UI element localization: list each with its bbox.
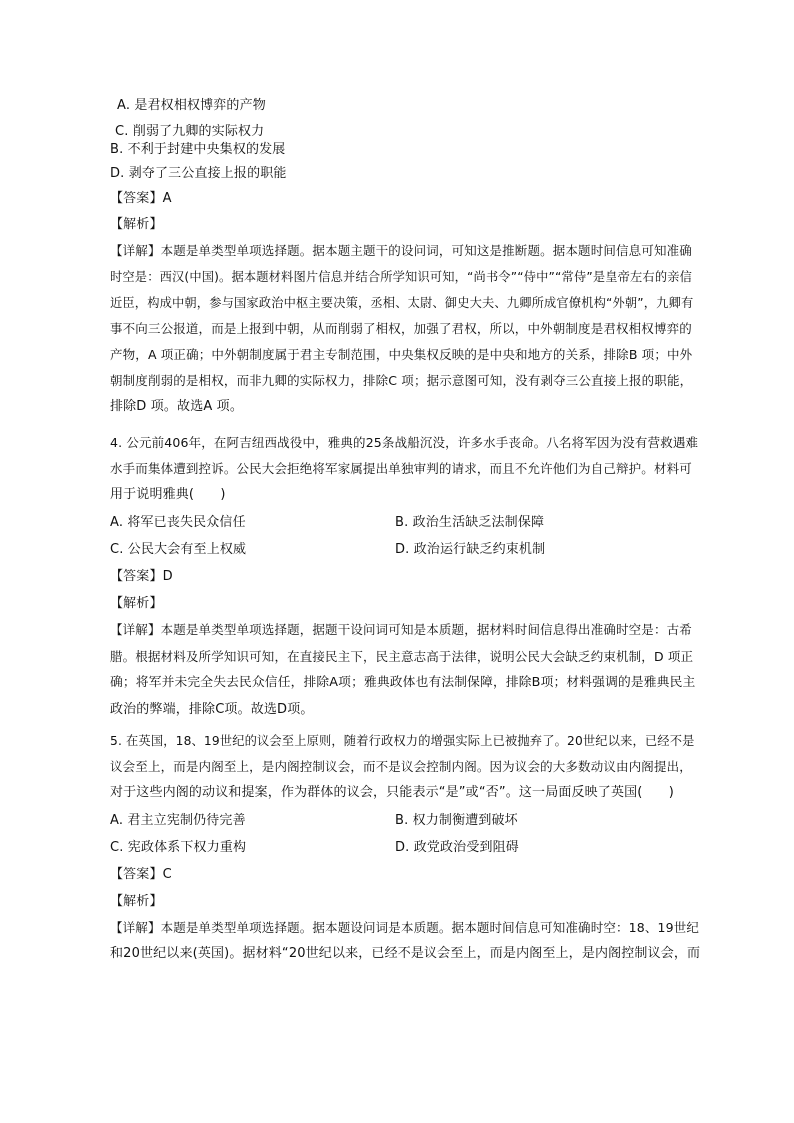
- q4-option-b: B. 政治生活缺乏法制保障: [395, 515, 545, 530]
- q5-option-b: B. 权力制衡遭到破坏: [395, 813, 518, 828]
- q4-answer: 【答案】D: [110, 569, 173, 584]
- q5-stem-line: 对于这些内阁的动议和提案，作为群体的议会，只能表示“是”或“否”。这一局面反映了英国( ): [110, 785, 674, 800]
- q4-stem-line: 用于说明雅典( ): [110, 487, 226, 502]
- q4-detail-line: 确；将军并未完全失去民众信任，排除A项；雅典政体也有法制保障，排除B项；材料强调的是雅典民主: [110, 675, 696, 690]
- q3-analysis-label: 【解析】: [110, 217, 163, 232]
- q5-option-a: A. 君主立宪制仍待完善: [110, 813, 246, 828]
- q4-detail-line: 政治的弊端，排除C项。故选D项。: [110, 702, 314, 717]
- q3-detail-line: 产物，A 项正确；中外朝制度属于君主专制范围，中央集权反映的是中央和地方的关系，排除B 项；中外: [110, 347, 693, 362]
- q4-detail-line: 腊。根据材料及所学知识可知，在直接民主下，民主意志高于法律，说明公民大会缺乏约束机制，D 项正: [110, 649, 694, 664]
- q5-stem-line: 5. 在英国，18、19世纪的议会至上原则，随着行政权力的增强实际上已被抛弃了。20世纪以来，已经不是: [110, 734, 695, 748]
- q5-detail-line: 和20世纪以来(英国)。据材料“20世纪以来，已经不是议会至上，而是内阁至上，是内阁控制议会，而: [110, 946, 701, 961]
- q5-option-c: C. 宪政体系下权力重构: [110, 840, 247, 855]
- q3-detail-line: 朝制度削弱的是相权，而非九卿的实际权力，排除C 项；据示意图可知，没有剥夺三公直接上报的职能，: [110, 373, 693, 388]
- q3-detail-line: 时空是：西汉(中国)。据本题材料图片信息并结合所学知识可知，“尚书令”“侍中”“常侍”是皇帝左右的亲信: [110, 270, 693, 284]
- q4-analysis-label: 【解析】: [110, 596, 163, 611]
- q3-answer: 【答案】A: [110, 191, 172, 206]
- q5-answer: 【答案】C: [110, 867, 172, 882]
- q3-detail-line: 排除D 项。故选A 项。: [110, 399, 243, 414]
- q3-detail-line: 【详解】本题是单类型单项选择题。据本题主题干的设问词，可知这是推断题。据本题时间信息可知准确: [110, 243, 692, 258]
- q4-stem-line: 水手而集体遭到控诉。公民大会拒绝将军家属提出单独审判的请求，而且不允许他们为自己辩护。材料可: [110, 461, 692, 476]
- q5-option-d: D. 政党政治受到阻碍: [395, 840, 519, 855]
- q5-analysis-label: 【解析】: [110, 894, 163, 909]
- q4-detail-line: 【详解】本题是单类型单项选择题，据题干设问词可知是本质题，据材料时间信息得出准确时空是：古希: [110, 622, 692, 637]
- q4-stem-line: 4. 公元前406年，在阿吉纽西战役中，雅典的25条战船沉没，许多水手丧命。八名将军因为没有营救遇难: [110, 435, 699, 450]
- q3-option-d: D. 剥夺了三公直接上报的职能: [110, 166, 287, 181]
- q3-detail-line: 近臣，构成中朝，参与国家政治中枢主要决策，丞相、太尉、御史大夫、九卿所成官僚机构“外朝”，九卿有: [110, 296, 694, 310]
- q3-option-a: A. 是君权相权博弈的产物: [117, 98, 266, 113]
- q3-option-c: C. 削弱了九卿的实际权力: [115, 124, 265, 139]
- q3-option-b: B. 不利于封建中央集权的发展: [110, 142, 286, 157]
- q4-option-d: D. 政治运行缺乏约束机制: [395, 542, 546, 557]
- q5-detail-line: 【详解】本题是单类型单项选择题。据本题设问词是本质题。据本题时间信息可知准确时空：18、19世纪: [110, 920, 700, 935]
- q4-option-a: A. 将军已丧失民众信任: [110, 515, 246, 530]
- q5-stem-line: 议会至上，而是内阁至上，是内阁控制议会，而不是议会控制内阁。因为议会的大多数动议由内阁提出，: [110, 759, 692, 774]
- q4-option-c: C. 公民大会有至上权威: [110, 542, 247, 557]
- q3-detail-line: 事不向三公报道，而是上报到中朝，从而削弱了相权，加强了君权，所以，中外朝制度是君权相权博弈的: [110, 321, 692, 336]
